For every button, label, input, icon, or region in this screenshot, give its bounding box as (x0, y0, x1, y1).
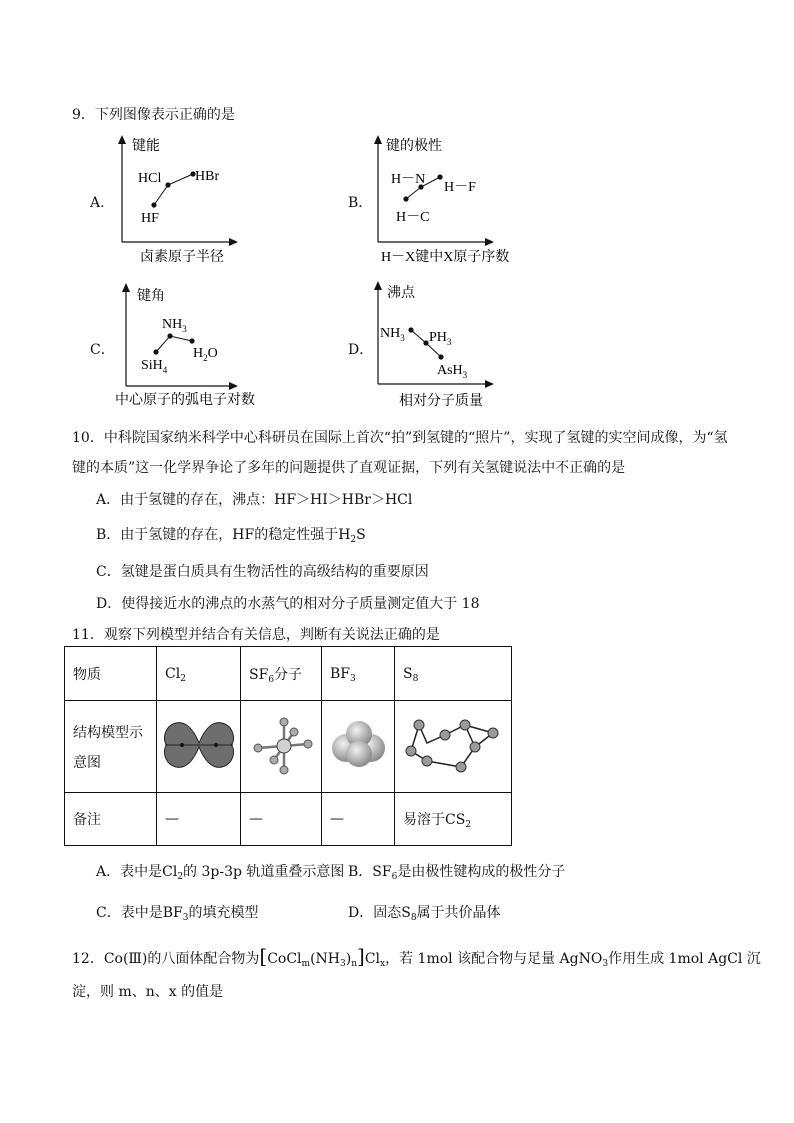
q11-table (64, 646, 512, 846)
q9c-xlabel: 中心原子的弧电子对数 (115, 393, 255, 408)
q11-stem: 11．观察下列模型并结合有关信息，判断有关说法正确的是 (72, 627, 440, 643)
q9c-ylabel: 键角 (137, 289, 165, 304)
q9b-label-hn: H－N (391, 172, 426, 187)
q10-option-d: D．使得接近水的沸点的水蒸气的相对分子质量测定值大于 18 (96, 596, 480, 612)
q9-option-b-letter: B． (348, 195, 373, 211)
row-label-notes: 备注 (65, 793, 157, 846)
q11-option-b: B．$SF_6$是由极性键构成的极性分子 (348, 864, 566, 882)
cl2-orbital-image (157, 701, 241, 793)
q9d-point-ph3 (423, 340, 428, 345)
sf6-ball-stick-image (241, 701, 322, 793)
q10-option-b: B．由于氢键的存在，HF的稳定性强于$H_2S$ (96, 527, 366, 545)
q9a-ylabel: 键能 (132, 139, 160, 154)
s8-ring-image (395, 701, 512, 793)
header-bf3: $BF_3$ (322, 647, 395, 701)
q10-stem-line1: 10．中科院国家纳米科学中心科研员在国际上首次“拍”到氢键的“照片”，实现了氢键的实空间成像，为“氢 (72, 430, 728, 446)
q9d-point-nh3 (408, 327, 413, 332)
svg-text:PH3: $PH_3$ (429, 330, 452, 347)
q9-graph-d (371, 281, 531, 415)
svg-text:H2O: $H_2O$ (193, 346, 218, 363)
bf3-space-filling-image (322, 701, 395, 793)
header-cl2: $Cl_2$ (157, 647, 241, 701)
q12-stem-line2: 淀，则 m、n、x 的值是 (72, 984, 224, 1000)
row-label-model: 结构模型示 意图 (65, 701, 157, 793)
q9b-xlabel: H－X键中X原子序数 (381, 250, 510, 265)
table-header-row (65, 647, 512, 701)
q9b-label-hc: H－C (396, 210, 430, 225)
q9d-xlabel: 相对分子质量 (399, 394, 483, 409)
q9a-point-hcl (165, 182, 170, 187)
q9-graph-b (371, 135, 531, 274)
header-sf6: $SF_6$分子 (241, 647, 322, 701)
q10-option-a: A．由于氢键的存在，沸点：HF＞HI＞HBr＞HCl (96, 492, 413, 508)
q9c-point-h2o (189, 338, 194, 343)
q9a-label-hbr: HBr (195, 169, 220, 184)
q9d-ylabel: 沸点 (387, 286, 415, 301)
q9d-point-ash3 (438, 354, 443, 359)
q11-option-c: C．表中是$BF_3$的填充模型 (96, 905, 259, 923)
q9-graph-c (115, 283, 275, 417)
note-s8: 易溶于$CS_2$ (395, 793, 512, 846)
q9d-label-ash3: AsH (437, 363, 463, 378)
q9-option-d-letter: D． (348, 342, 374, 358)
q9b-point-hc (403, 196, 408, 201)
q9c-point-sih4 (153, 349, 158, 354)
q12-stem-line1: 12．Co(Ⅲ)的八面体配合物为$[CoCl_m(NH_3)_n]Cl_x$，若 1mol 该配合物与足量 AgNO$_3$作用生成 1mol AgCl 沉 (72, 944, 761, 969)
q9c-label-nh3: NH (162, 317, 183, 332)
q9d-label-nh3: NH (380, 326, 401, 341)
svg-text:NH3: $NH_3$ (162, 317, 187, 334)
q9c-label-sih4: SiH (141, 358, 163, 373)
header-substance: 物质 (65, 647, 157, 701)
q9a-label-hf: HF (141, 211, 159, 226)
q9b-ylabel: 键的极性 (386, 139, 442, 154)
q11-option-d: D．固态$S_8$属于共价晶体 (348, 905, 501, 923)
note-cl2: — (157, 793, 241, 846)
q9b-point-hf (437, 174, 442, 179)
svg-text:AsH3: AsH$_3$ (437, 363, 468, 380)
table-row-notes (65, 793, 512, 846)
svg-text:SiH4: SiH$_4$ (141, 358, 168, 375)
q9-option-c-letter: C． (90, 342, 115, 358)
q11-option-a: A．表中是$Cl_2$的 3p-3p 轨道重叠示意图 (96, 864, 345, 882)
q9a-point-hf (151, 202, 156, 207)
q9c-point-nh3 (167, 333, 172, 338)
q9d-label-ph3: PH (429, 330, 447, 345)
q9-graph-a (115, 135, 255, 274)
q9b-label-hf: H－F (444, 180, 476, 195)
q9a-label-hcl: HCl (138, 171, 162, 186)
q9-stem: 9．下列图像表示正确的是 (72, 107, 235, 123)
q9a-xlabel: 卤素原子半径 (140, 250, 224, 265)
q9c-label-h2o: H (193, 346, 204, 361)
note-sf6: — (241, 793, 322, 846)
note-bf3: — (322, 793, 395, 846)
header-s8: $S_8$ (395, 647, 512, 701)
q10-option-c: C．氢键是蛋白质具有生物活性的高级结构的重要原因 (96, 564, 429, 580)
q10-stem-line2: 键的本质”这一化学界争论了多年的问题提供了直观证据，下列有关氢键说法中不正确的是 (72, 460, 626, 476)
q9-option-a-letter: A． (90, 195, 115, 211)
svg-text:NH3: $NH_3$ (380, 326, 405, 343)
table-row-model (65, 701, 512, 793)
